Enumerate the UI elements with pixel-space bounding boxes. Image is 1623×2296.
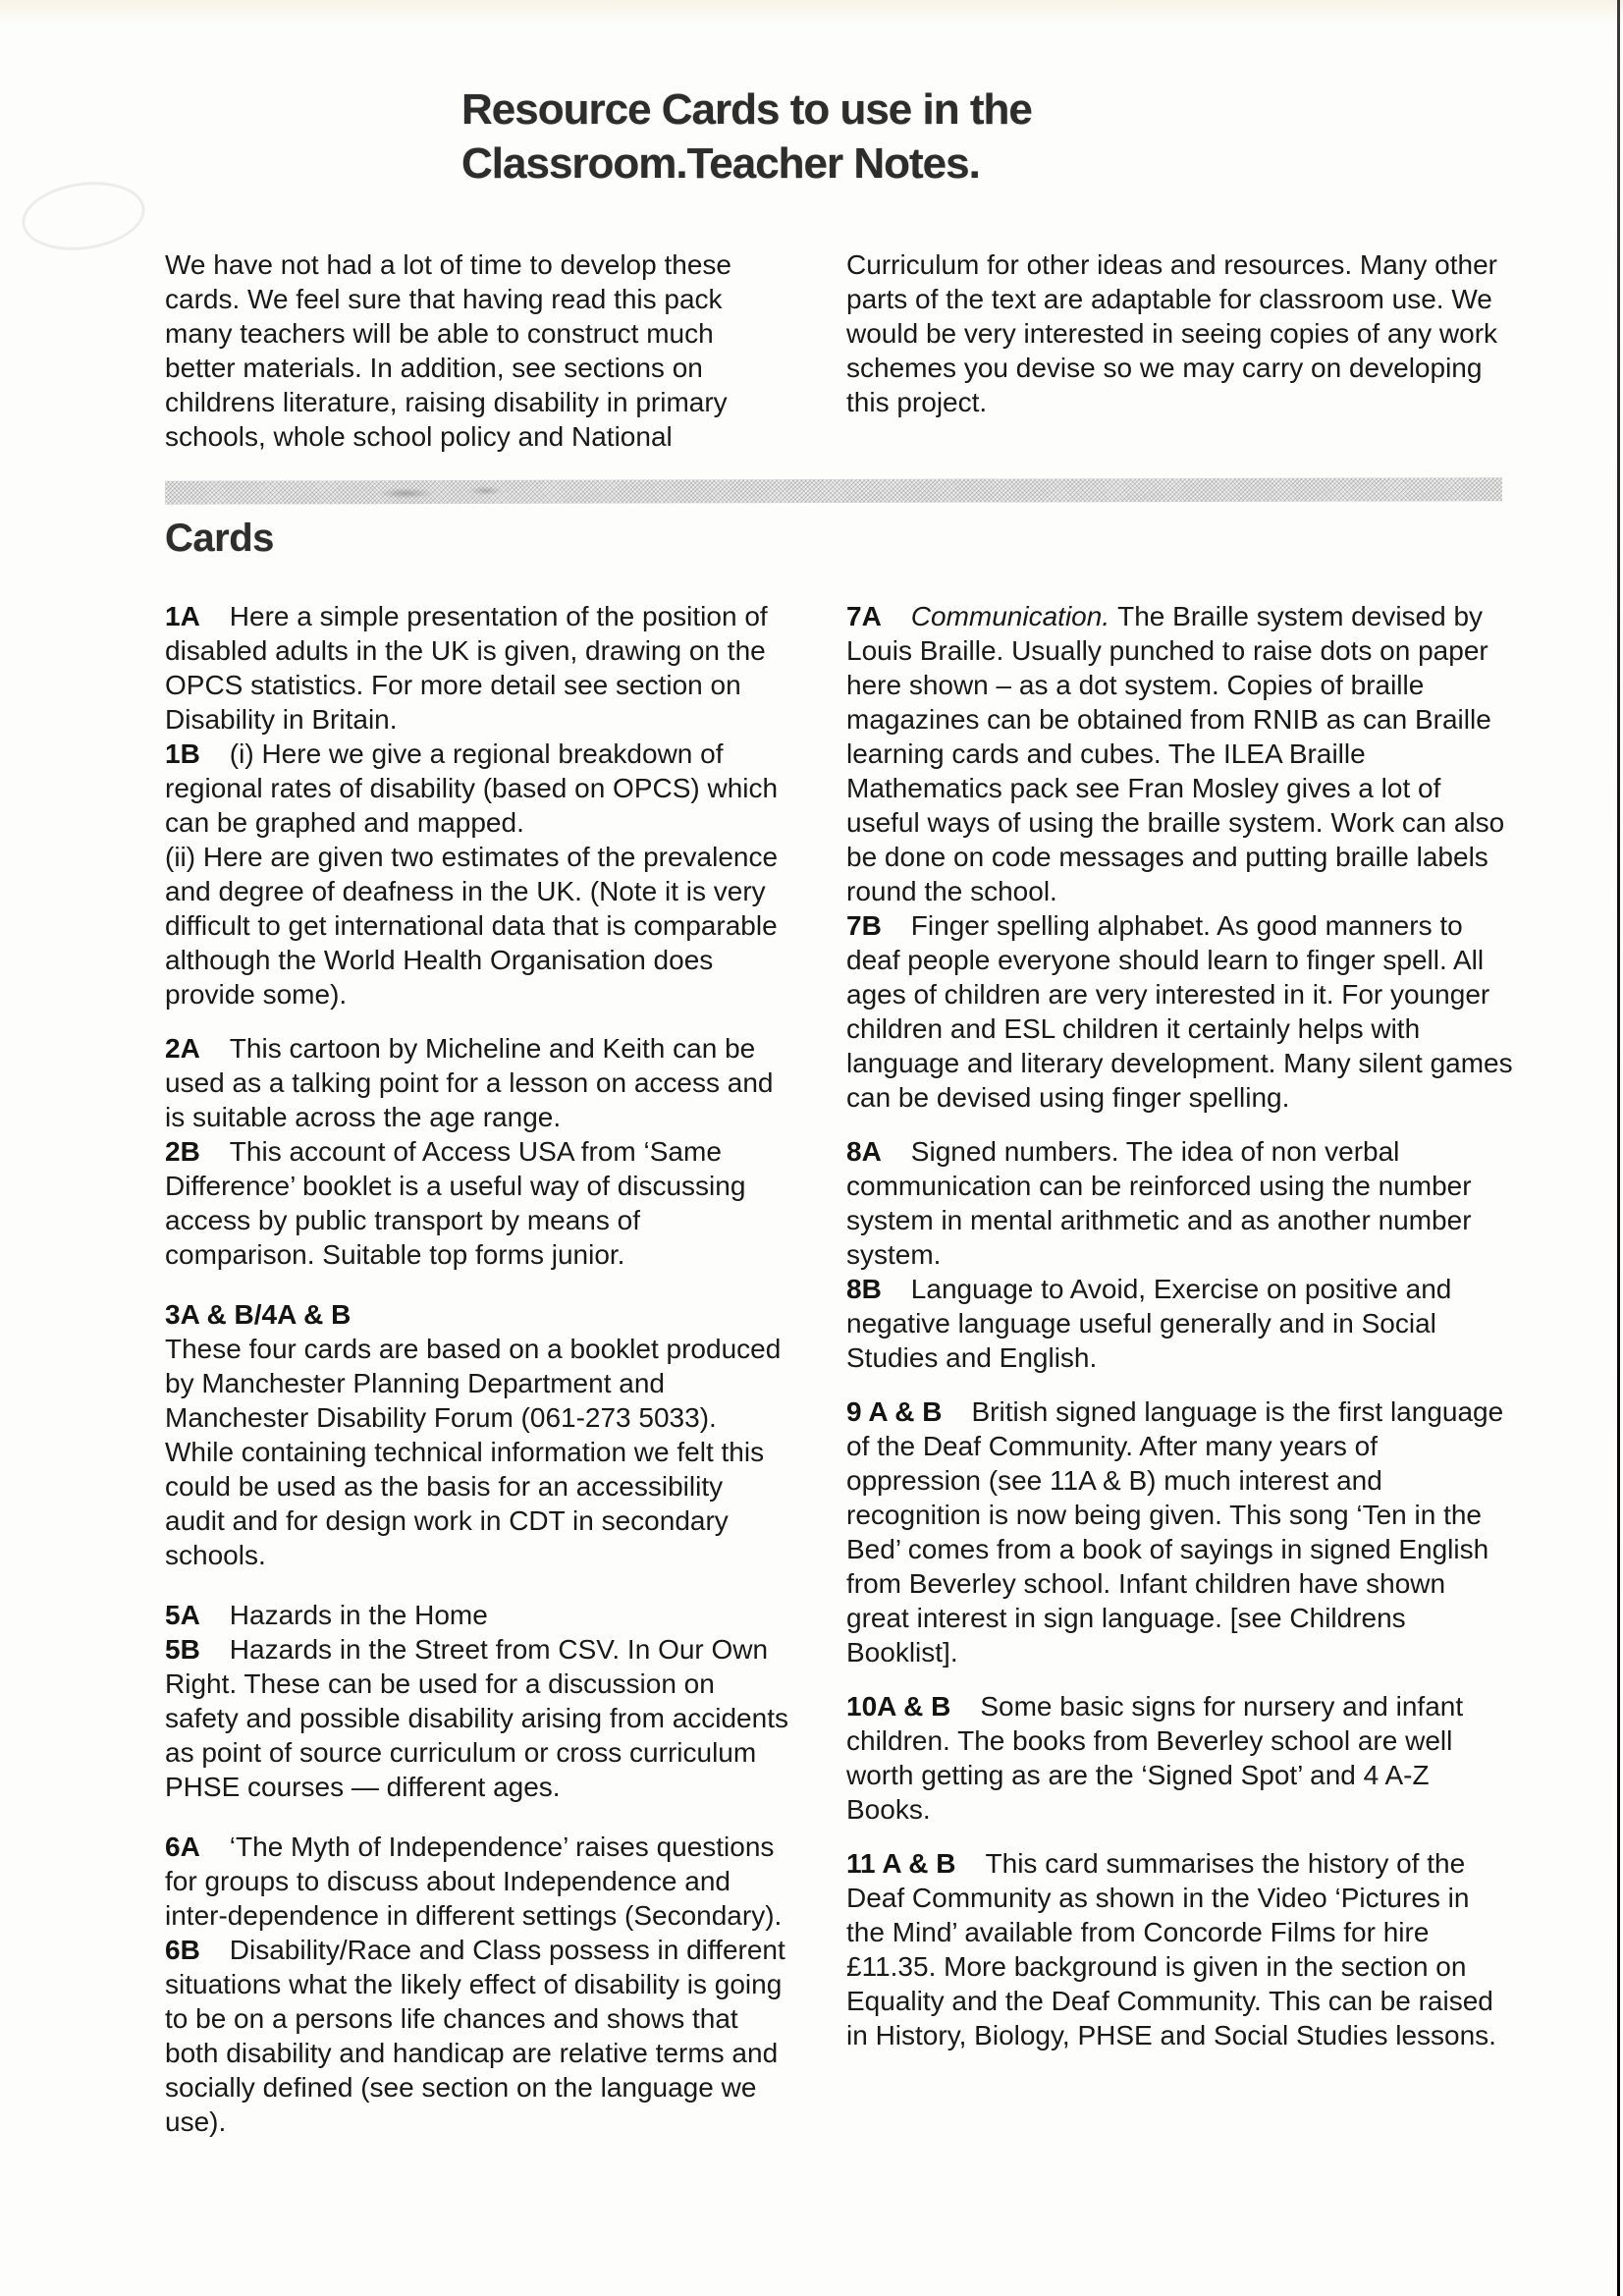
card-label: 10A & B (846, 1691, 951, 1722)
card-1a (165, 599, 789, 737)
card-1b-ii (165, 840, 789, 1011)
card-label: 6A (165, 1831, 200, 1862)
card-8a (846, 1134, 1514, 1272)
card-5a (165, 1598, 789, 1632)
page-title-line2: Classroom.Teacher Notes. (461, 139, 980, 188)
card-text: ‘The Myth of Independence’ raises questions for groups to discuss about Independence and inter-dependence in different settings (Secondary). (165, 1831, 783, 1931)
card-label: 2B (165, 1136, 200, 1167)
scan-edge-line (1617, 0, 1620, 2296)
scan-top-edge (0, 0, 1623, 26)
faint-stamp-mark (18, 175, 149, 258)
card-text: British signed language is the first language of the Deaf Community. After many years of oppression (see 11A & B) much interest and recognition is now being given. This song ‘Ten in the Bed’ comes from a book of sayings in signed English from Beverley school. Infant children have shown great interest in sign language. [see Childrens Booklist]. (846, 1396, 1504, 1667)
card-text: (i) Here we give a regional breakdown of regional rates of disability (based on OPCS) which can be graphed and mapped. (165, 738, 779, 838)
intro-paragraph-left (165, 247, 784, 454)
intro-text-right: Curriculum for other ideas and resources. Many other parts of the text are adaptable for classroom use. We would be very interested in seeing copies of any work schemes you devise so we may carry on developing this project. (846, 249, 1498, 417)
card-5b (165, 1632, 789, 1804)
card-text: Hazards in the Home (229, 1600, 488, 1630)
card-text: Finger spelling alphabet. As good manners to deaf people everyone should learn to finger spell. All ages of children are very interested in it. For younger children and ESL children it certainly helps with language and literary development. Many silent games can be devised using finger spelling. (846, 910, 1513, 1113)
cards-column-left (165, 599, 789, 2139)
card-label: 9 A & B (846, 1396, 943, 1427)
card-text: Language to Avoid, Exercise on positive and negative language useful generally and in Social Studies and English. (846, 1274, 1452, 1373)
card-lead-italic: Communication. (910, 601, 1110, 631)
page-title (461, 82, 1032, 191)
card-label: 5A (165, 1600, 200, 1630)
card-text: Hazards in the Street from CSV. In Our Own Right. These can be used for a discussion on safety and possible disability arising from accidents as point of source curriculum or cross curriculum PHSE courses — different ages. (165, 1634, 788, 1802)
card-text: This cartoon by Micheline and Keith can be used as a talking point for a lesson on access and is suitable across the age range. (165, 1033, 774, 1132)
card-text: Some basic signs for nursery and infant children. The books from Beverley school are well worth getting as are the ‘Signed Spot’ and 4 A-Z Books. (846, 1691, 1464, 1825)
cards-section-heading: Cards (165, 517, 274, 560)
card-label: 7A (846, 601, 882, 631)
intro-text-left: We have not had a lot of time to develop these cards. We feel sure that having read this pack many teachers will be able to construct much better materials. In addition, see sections on childrens literature, raising disability in primary schools, whole school policy and National (165, 249, 731, 452)
card-label: 8A (846, 1136, 882, 1167)
card-text: Here a simple presentation of the position of disabled adults in the UK is given, drawing on the OPCS statistics. For more detail see section on Disability in Britain. (165, 601, 768, 735)
hatched-divider (165, 477, 1502, 505)
card-2b (165, 1134, 789, 1272)
card-9ab (846, 1394, 1514, 1669)
card-7a (846, 599, 1514, 908)
card-7b (846, 908, 1514, 1115)
card-label: 1A (165, 601, 200, 631)
card-1b-i (165, 737, 789, 840)
card-label: 8B (846, 1274, 882, 1304)
card-8b (846, 1272, 1514, 1375)
card-6a (165, 1830, 789, 1933)
cards-3-4-text (165, 1332, 789, 1572)
card-label: 1B (165, 738, 200, 769)
card-text: This account of Access USA from ‘Same Difference’ booklet is a useful way of discussing access by public transport by means of comparison. Suitable top forms junior. (165, 1136, 746, 1270)
cards-3-4-heading: 3A & B/4A & B (165, 1299, 352, 1330)
card-2a (165, 1031, 789, 1134)
card-text: This card summarises the history of the Deaf Community as shown in the Video ‘Pictures in the Mind’ available from Concorde Films for hire £11.35. More background is given in the section on Equality and the Deaf Community. This can be raised in History, Biology, PHSE and Social Studies lessons. (846, 1848, 1496, 2050)
card-text: Signed numbers. The idea of non verbal communication can be reinforced using the number system in mental arithmetic and as another number system. (846, 1136, 1472, 1270)
card-text: Disability/Race and Class possess in different situations what the likely effect of disability is going to be on a persons life chances and shows that both disability and handicap are relative terms and socially defined (see section on the language we use). (165, 1935, 785, 2137)
card-text: These four cards are based on a booklet produced by Manchester Planning Department and Manchester Disability Forum (061-273 5033). While containing technical information we felt this could be used as the basis for an accessibility audit and for design work in CDT in secondary schools. (165, 1334, 782, 1570)
page-title-line1: Resource Cards to use in the (461, 85, 1032, 134)
card-label: 7B (846, 910, 882, 941)
card-text: (ii) Here are given two estimates of the prevalence and degree of deafness in the UK. (Note it is very difficult to get international data that is comparable although the World Health Organisation does provide some). (165, 842, 779, 1010)
card-11ab (846, 1846, 1514, 2052)
card-label: 6B (165, 1935, 200, 1965)
cards-column-right (846, 599, 1514, 2052)
card-text: The Braille system devised by Louis Braille. Usually punched to raise dots on paper here shown – as a dot system. Copies of braille magazines can be obtained from RNIB as can Braille learning cards and cubes. The ILEA Braille Mathematics pack see Fran Mosley gives a lot of useful ways of using the braille system. Work can also be done on code messages and putting braille labels round the school. (846, 601, 1505, 906)
card-label: 2A (165, 1033, 200, 1064)
card-label: 5B (165, 1634, 200, 1665)
card-6b (165, 1933, 789, 2139)
intro-paragraph-right (846, 247, 1510, 419)
card-label: 11 A & B (846, 1848, 956, 1879)
card-10ab (846, 1689, 1514, 1827)
